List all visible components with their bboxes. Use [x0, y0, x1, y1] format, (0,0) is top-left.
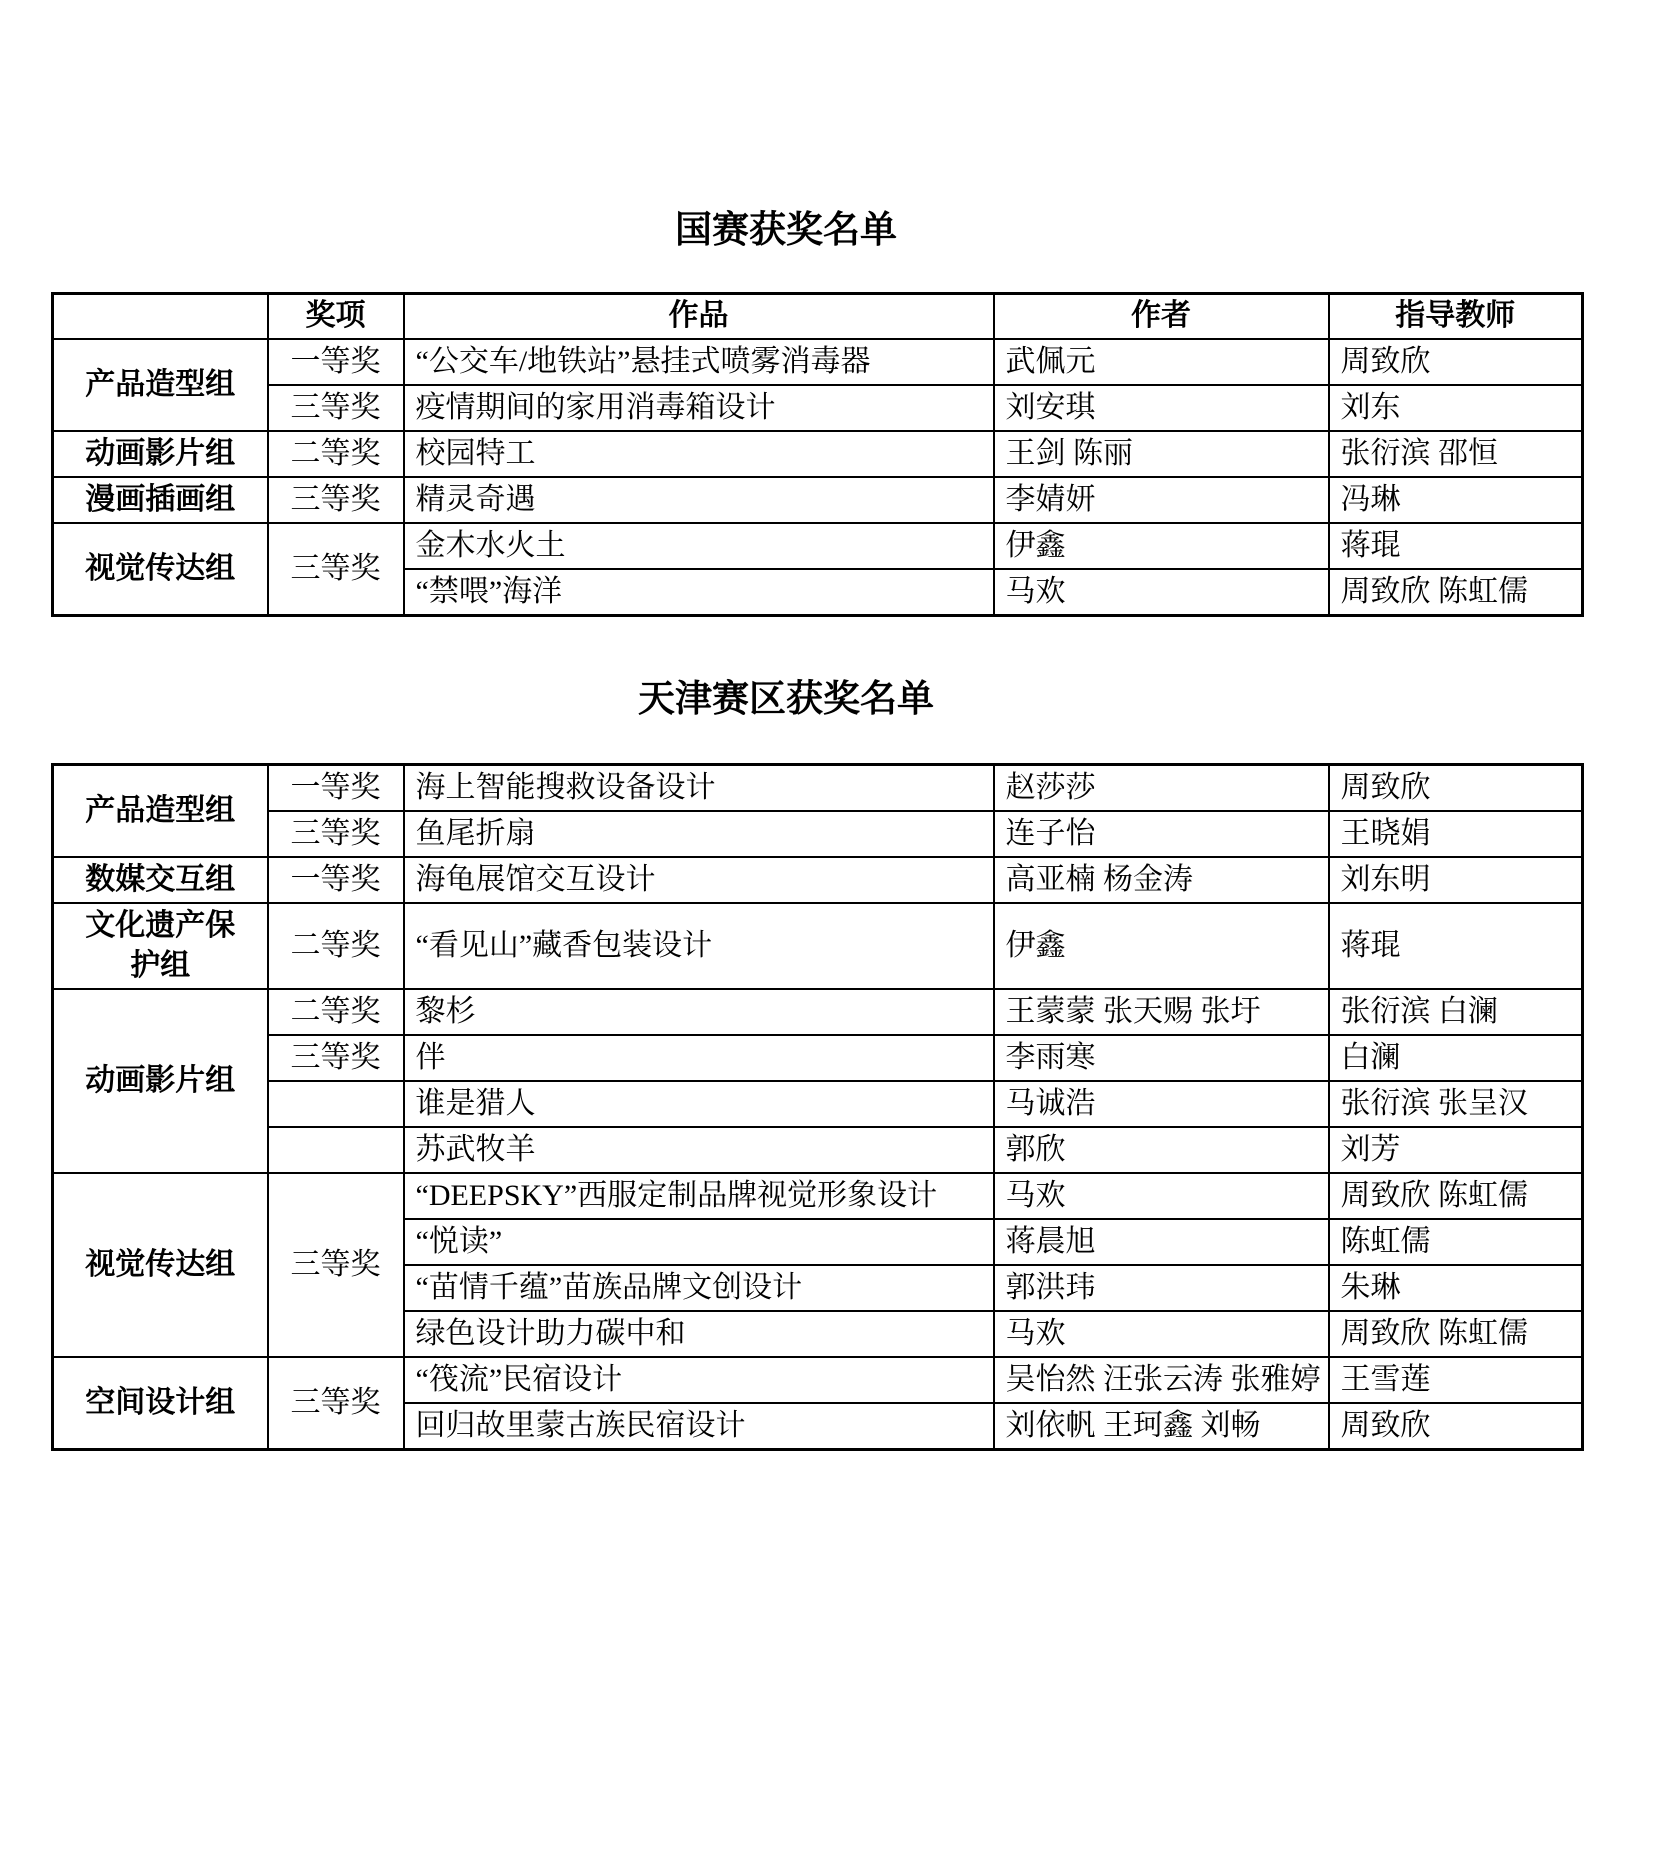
table-row — [53, 1357, 1583, 1403]
award-cell: 三等奖 — [268, 811, 404, 857]
header-cell-author: 作者 — [994, 294, 1329, 339]
author-cell: 马欢 — [994, 1311, 1329, 1357]
award-cell: 二等奖 — [268, 989, 404, 1035]
group-cell: 数媒交互组 — [53, 857, 268, 903]
teacher-cell: 周致欣 陈虹儒 — [1329, 1311, 1583, 1357]
national-section-title: 国赛获奖名单 — [675, 210, 897, 251]
teacher-cell: 周致欣 — [1329, 1403, 1583, 1450]
table-row — [53, 385, 1583, 431]
teacher-cell: 周致欣 陈虹儒 — [1329, 569, 1583, 616]
work-cell: 海上智能搜救设备设计 — [404, 764, 994, 811]
group-cell: 文化遗产保护组 — [53, 903, 268, 989]
table-row — [53, 523, 1583, 569]
teacher-cell: 蒋琨 — [1329, 903, 1583, 989]
work-cell: 疫情期间的家用消毒箱设计 — [404, 385, 994, 431]
work-cell: 伴 — [404, 1035, 994, 1081]
work-cell: 谁是猎人 — [404, 1081, 994, 1127]
work-cell: “禁喂”海洋 — [404, 569, 994, 616]
teacher-cell: 冯琳 — [1329, 477, 1583, 523]
group-cell: 动画影片组 — [53, 431, 268, 477]
author-cell: 连子怡 — [994, 811, 1329, 857]
teacher-cell: 周致欣 — [1329, 339, 1583, 385]
author-cell: 马欢 — [994, 1173, 1329, 1219]
work-cell: “DEEPSKY”西服定制品牌视觉形象设计 — [404, 1173, 994, 1219]
author-cell: 王蒙蒙 张天赐 张圩 — [994, 989, 1329, 1035]
teacher-cell: 蒋琨 — [1329, 523, 1583, 569]
header-cell-group — [53, 294, 268, 339]
award-cell — [268, 1081, 404, 1127]
teacher-cell: 周致欣 陈虹儒 — [1329, 1173, 1583, 1219]
teacher-cell: 张衍滨 邵恒 — [1329, 431, 1583, 477]
group-cell: 空间设计组 — [53, 1357, 268, 1450]
table-row — [53, 989, 1583, 1035]
author-cell: 刘安琪 — [994, 385, 1329, 431]
work-cell: 回归故里蒙古族民宿设计 — [404, 1403, 994, 1450]
work-cell: 苏武牧羊 — [404, 1127, 994, 1173]
author-cell: 高亚楠 杨金涛 — [994, 857, 1329, 903]
header-cell-teacher: 指导教师 — [1329, 294, 1583, 339]
teacher-cell: 刘东 — [1329, 385, 1583, 431]
author-cell: 吴怡然 汪张云涛 张雅婷 — [994, 1357, 1329, 1403]
teacher-cell: 白澜 — [1329, 1035, 1583, 1081]
group-cell: 视觉传达组 — [53, 1173, 268, 1357]
author-cell: 王剑 陈丽 — [994, 431, 1329, 477]
table-row — [53, 1081, 1583, 1127]
author-cell: 武佩元 — [994, 339, 1329, 385]
work-cell: “苗情千蕴”苗族品牌文创设计 — [404, 1265, 994, 1311]
teacher-cell: 刘芳 — [1329, 1127, 1583, 1173]
teacher-cell: 张衍滨 白澜 — [1329, 989, 1583, 1035]
teacher-cell: 王雪莲 — [1329, 1357, 1583, 1403]
author-cell: 赵莎莎 — [994, 764, 1329, 811]
author-cell: 郭欣 — [994, 1127, 1329, 1173]
work-cell: 海龟展馆交互设计 — [404, 857, 994, 903]
author-cell: 刘依帆 王珂鑫 刘畅 — [994, 1403, 1329, 1450]
table-row — [53, 1127, 1583, 1173]
header-cell-award: 奖项 — [268, 294, 404, 339]
table-row — [53, 764, 1583, 811]
group-cell: 漫画插画组 — [53, 477, 268, 523]
award-cell: 三等奖 — [268, 385, 404, 431]
author-cell: 马诚浩 — [994, 1081, 1329, 1127]
award-cell: 三等奖 — [268, 477, 404, 523]
teacher-cell: 陈虹儒 — [1329, 1219, 1583, 1265]
author-cell: 伊鑫 — [994, 523, 1329, 569]
table-row — [53, 431, 1583, 477]
tianjin-awards-table — [51, 763, 1584, 1451]
national-awards-table — [51, 292, 1584, 617]
group-cell: 动画影片组 — [53, 989, 268, 1173]
author-cell: 李婧妍 — [994, 477, 1329, 523]
table-row — [53, 477, 1583, 523]
table-row — [53, 1173, 1583, 1219]
table-header-row — [53, 294, 1583, 339]
award-cell: 一等奖 — [268, 857, 404, 903]
award-cell: 一等奖 — [268, 339, 404, 385]
work-cell: 绿色设计助力碳中和 — [404, 1311, 994, 1357]
table-row — [53, 857, 1583, 903]
award-cell: 三等奖 — [268, 1357, 404, 1450]
work-cell: 校园特工 — [404, 431, 994, 477]
table-row — [53, 811, 1583, 857]
table-row — [53, 1035, 1583, 1081]
award-cell: 三等奖 — [268, 1035, 404, 1081]
award-cell: 二等奖 — [268, 903, 404, 989]
award-cell: 三等奖 — [268, 1173, 404, 1357]
header-cell-work: 作品 — [404, 294, 994, 339]
group-cell: 视觉传达组 — [53, 523, 268, 616]
group-cell: 产品造型组 — [53, 764, 268, 857]
author-cell: 李雨寒 — [994, 1035, 1329, 1081]
award-cell: 二等奖 — [268, 431, 404, 477]
teacher-cell: 朱琳 — [1329, 1265, 1583, 1311]
award-cell: 一等奖 — [268, 764, 404, 811]
teacher-cell: 刘东明 — [1329, 857, 1583, 903]
work-cell: “公交车/地铁站”悬挂式喷雾消毒器 — [404, 339, 994, 385]
work-cell: 精灵奇遇 — [404, 477, 994, 523]
work-cell: 金木水火土 — [404, 523, 994, 569]
author-cell: 蒋晨旭 — [994, 1219, 1329, 1265]
work-cell: “筏流”民宿设计 — [404, 1357, 994, 1403]
author-cell: 郭洪玮 — [994, 1265, 1329, 1311]
teacher-cell: 张衍滨 张呈汉 — [1329, 1081, 1583, 1127]
table-row — [53, 903, 1583, 989]
author-cell: 伊鑫 — [994, 903, 1329, 989]
tianjin-section-title: 天津赛区获奖名单 — [638, 678, 934, 720]
work-cell: “看见山”藏香包装设计 — [404, 903, 994, 989]
work-cell: “悦读” — [404, 1219, 994, 1265]
award-cell: 三等奖 — [268, 523, 404, 616]
award-cell — [268, 1127, 404, 1173]
work-cell: 鱼尾折扇 — [404, 811, 994, 857]
table-row — [53, 339, 1583, 385]
work-cell: 黎杉 — [404, 989, 994, 1035]
author-cell: 马欢 — [994, 569, 1329, 616]
teacher-cell: 王晓娟 — [1329, 811, 1583, 857]
teacher-cell: 周致欣 — [1329, 764, 1583, 811]
group-cell: 产品造型组 — [53, 339, 268, 431]
